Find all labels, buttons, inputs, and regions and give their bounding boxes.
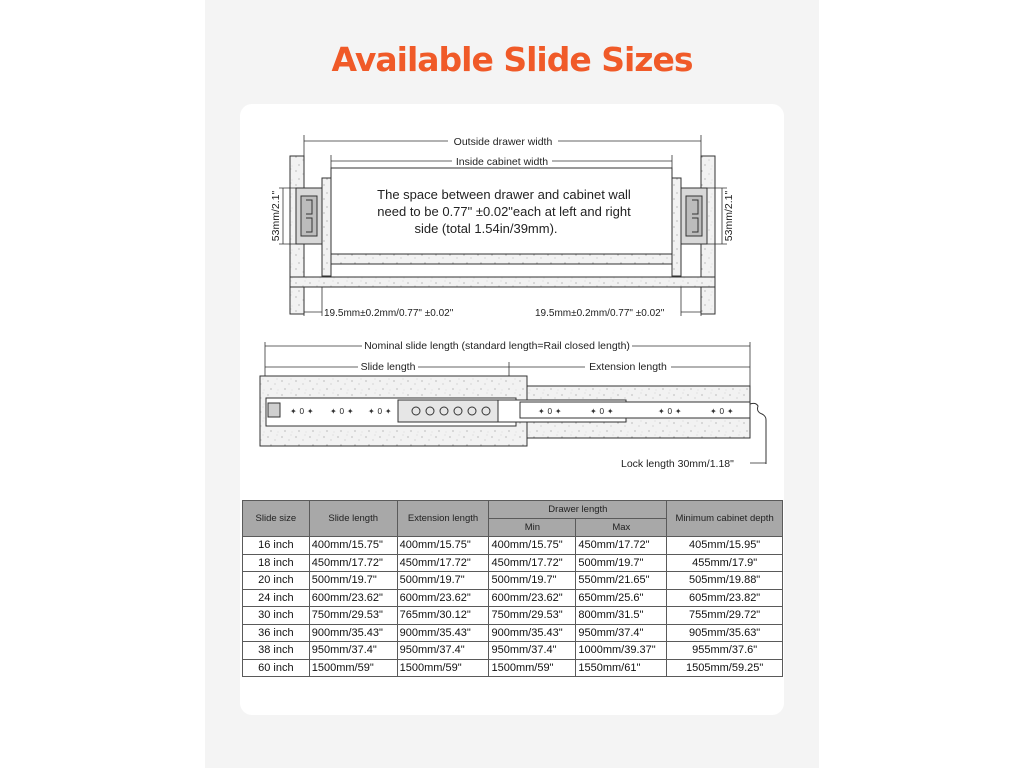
cell-slide-length: 500mm/19.7"	[309, 572, 397, 590]
table-row	[243, 659, 783, 677]
cell-drawer-max: 550mm/21.65"	[576, 572, 667, 590]
cell-min-cabinet-depth: 1505mm/59.25"	[667, 659, 783, 677]
svg-text:✦ 0 ✦: ✦ 0 ✦	[330, 407, 354, 416]
cell-slide-length: 600mm/23.62"	[309, 589, 397, 607]
cell-drawer-max: 1550mm/61"	[576, 659, 667, 677]
inside-width-label: Inside cabinet width	[455, 156, 549, 168]
cell-extension-length: 950mm/37.4"	[397, 642, 489, 660]
cell-drawer-max: 650mm/25.6"	[576, 589, 667, 607]
cell-drawer-min: 950mm/37.4"	[489, 642, 576, 660]
cell-min-cabinet-depth: 955mm/37.6"	[667, 642, 783, 660]
cell-min-cabinet-depth: 455mm/17.9"	[667, 554, 783, 572]
header-extension-length: Extension length	[397, 501, 489, 537]
table-row	[243, 554, 783, 572]
svg-text:✦ 0 ✦: ✦ 0 ✦	[710, 407, 734, 416]
cell-extension-length: 500mm/19.7"	[397, 572, 489, 590]
cell-slide-size: 18 inch	[243, 554, 310, 572]
cell-slide-size: 60 inch	[243, 659, 310, 677]
cell-slide-size: 16 inch	[243, 537, 310, 555]
drawer-bottom	[331, 254, 672, 264]
cell-drawer-min: 450mm/17.72"	[489, 554, 576, 572]
slide-length-label: Slide length	[360, 361, 416, 373]
left-slide-rail	[296, 188, 322, 244]
table-row	[243, 624, 783, 642]
page-title: Available Slide Sizes	[331, 40, 693, 79]
lock-length-label: Lock length 30mm/1.18"	[621, 458, 734, 470]
gap-note-line-3: side (total 1.54in/39mm).	[414, 221, 558, 236]
table-row	[243, 537, 783, 555]
svg-text:✦ 0 ✦: ✦ 0 ✦	[538, 407, 562, 416]
cell-extension-length: 900mm/35.43"	[397, 624, 489, 642]
header-slide-size: Slide size	[243, 501, 310, 537]
cell-min-cabinet-depth: 755mm/29.72"	[667, 607, 783, 625]
cell-extension-length: 600mm/23.62"	[397, 589, 489, 607]
table-row	[243, 642, 783, 660]
cell-drawer-min: 1500mm/59"	[489, 659, 576, 677]
slide-length-diagram	[260, 342, 766, 464]
outside-width-label: Outside drawer width	[453, 136, 553, 148]
cell-drawer-min: 750mm/29.53"	[489, 607, 576, 625]
table-row	[243, 589, 783, 607]
header-drawer-min: Min	[489, 519, 576, 537]
cell-drawer-max: 800mm/31.5"	[576, 607, 667, 625]
cell-extension-length: 450mm/17.72"	[397, 554, 489, 572]
cell-drawer-min: 500mm/19.7"	[489, 572, 576, 590]
cell-slide-length: 400mm/15.75"	[309, 537, 397, 555]
table-row	[243, 572, 783, 590]
right-slide-rail	[681, 188, 707, 244]
cell-slide-size: 20 inch	[243, 572, 310, 590]
cell-drawer-max: 1000mm/39.37"	[576, 642, 667, 660]
header-slide-length: Slide length	[309, 501, 397, 537]
cell-slide-length: 950mm/37.4"	[309, 642, 397, 660]
cell-slide-length: 900mm/35.43"	[309, 624, 397, 642]
cell-drawer-min: 900mm/35.43"	[489, 624, 576, 642]
cell-drawer-min: 400mm/15.75"	[489, 537, 576, 555]
lock-end	[750, 403, 766, 464]
cell-drawer-max: 950mm/37.4"	[576, 624, 667, 642]
cell-drawer-min: 600mm/23.62"	[489, 589, 576, 607]
slide-size-table	[242, 500, 783, 677]
svg-text:✦ 0 ✦: ✦ 0 ✦	[290, 407, 314, 416]
cell-slide-length: 450mm/17.72"	[309, 554, 397, 572]
cell-extension-length: 1500mm/59"	[397, 659, 489, 677]
left-drawer-side	[322, 178, 331, 276]
gap-note-line-1: The space between drawer and cabinet wall	[377, 187, 631, 202]
right-height-label: 53mm/2.1"	[723, 190, 735, 242]
header-min-cabinet-depth: Minimum cabinet depth	[667, 501, 783, 537]
cell-drawer-max: 450mm/17.72"	[576, 537, 667, 555]
cell-slide-length: 750mm/29.53"	[309, 607, 397, 625]
cell-slide-size: 36 inch	[243, 624, 310, 642]
right-drawer-side	[672, 178, 681, 276]
gap-note-line-2: need to be 0.77" ±0.02"each at left and right	[377, 204, 631, 219]
header-drawer-max: Max	[576, 519, 667, 537]
cabinet-bottom	[290, 277, 715, 287]
svg-text:✦ 0 ✦: ✦ 0 ✦	[368, 407, 392, 416]
nominal-length-label: Nominal slide length (standard length=Rail closed length)	[364, 340, 630, 352]
cell-slide-size: 38 inch	[243, 642, 310, 660]
cell-extension-length: 765mm/30.12"	[397, 607, 489, 625]
cell-slide-size: 30 inch	[243, 607, 310, 625]
cell-min-cabinet-depth: 405mm/15.95"	[667, 537, 783, 555]
rail-end-bracket	[268, 403, 280, 417]
header-drawer-length: Drawer length	[489, 501, 667, 519]
table-row	[243, 607, 783, 625]
cell-slide-length: 1500mm/59"	[309, 659, 397, 677]
cell-min-cabinet-depth: 605mm/23.82"	[667, 589, 783, 607]
cell-drawer-max: 500mm/19.7"	[576, 554, 667, 572]
cell-slide-size: 24 inch	[243, 589, 310, 607]
left-height-label: 53mm/2.1"	[270, 190, 282, 242]
left-gap-label: 19.5mm±0.2mm/0.77" ±0.02"	[324, 308, 454, 319]
svg-text:✦ 0 ✦: ✦ 0 ✦	[658, 407, 682, 416]
cell-min-cabinet-depth: 905mm/35.63"	[667, 624, 783, 642]
cell-min-cabinet-depth: 505mm/19.88"	[667, 572, 783, 590]
svg-text:✦ 0 ✦: ✦ 0 ✦	[590, 407, 614, 416]
extension-length-label: Extension length	[589, 361, 667, 373]
cell-extension-length: 400mm/15.75"	[397, 537, 489, 555]
right-gap-label: 19.5mm±0.2mm/0.77" ±0.02"	[535, 308, 665, 319]
